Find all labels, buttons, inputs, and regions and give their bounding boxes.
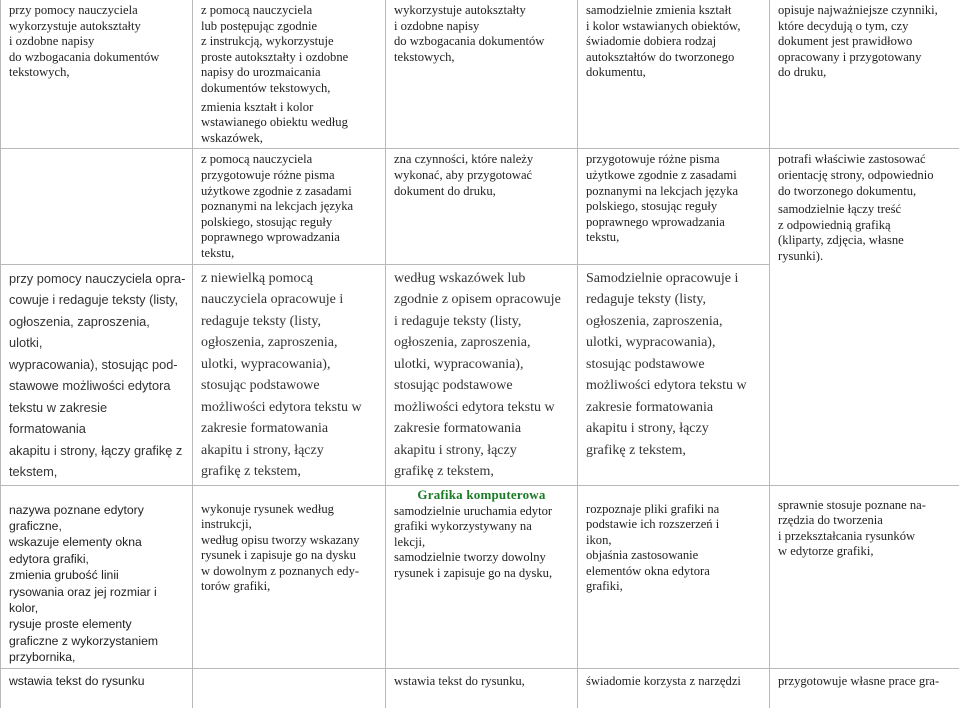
table-cell — [578, 668, 770, 708]
cell-text: przygotowuje własne prace gra- — [778, 674, 953, 690]
table-row — [1, 668, 959, 708]
table-cell — [193, 149, 386, 264]
cell-text: opisuje najważniejsze czynniki, które decydują o tym, czy dokument jest prawidłowo opracowany i przygotowany do druku, — [778, 3, 953, 81]
cell-text: wykonuje rysunek według instrukcji, według opisu tworzy wskazany rysunek i zapisuje go na dysku w dowolnym z poznanych edy- torów grafiki, — [201, 502, 379, 596]
cell-text: Samodzielnie opracowuje i redaguje teksty (listy, ogłoszenia, zaproszenia, ulotki, wypracowania), stosując podstawowe możliwości edytora tekstu w zakresie formatowania akapitu i strony, łączy grafikę z tekstem, — [586, 268, 763, 462]
cell-text: zmienia kształt i kolor wstawianego obiektu według wskazówek, — [201, 100, 379, 147]
table-cell — [386, 0, 578, 149]
table-row — [1, 149, 959, 264]
table-cell — [578, 264, 770, 485]
table-row — [1, 0, 959, 149]
table-cell — [193, 485, 386, 668]
table-cell — [770, 149, 959, 485]
cell-text: samodzielnie łączy treść z odpowiednią grafiką (kliparty, zdjęcia, własne rysunki). — [778, 202, 953, 264]
cell-text: przy pomocy nauczyciela opra- cowuje i redaguje teksty (listy, ogłoszenia, zaproszenia, ulotki, wypracowania), stosując pod- stawowe możliwości edytora tekstu w zakresie formatowania akapitu i strony, łączy grafikę z tekstem, — [9, 268, 186, 483]
table-cell — [578, 149, 770, 264]
cell-text: z pomocą nauczyciela przygotowuje różne pisma użytkowe zgodnie z zasadami poznanymi na lekcjach języka polskiego, stosując reguły poprawnego wprowadzania tekstu, — [201, 152, 379, 261]
cell-text: potrafi właściwie zastosować orientację strony, odpowiednio do tworzonego dokumentu, — [778, 152, 953, 199]
table-cell — [386, 485, 578, 668]
cell-text: świadomie korzysta z narzędzi — [586, 674, 763, 690]
table-cell — [386, 264, 578, 485]
table-cell — [193, 668, 386, 708]
table-cell — [770, 668, 959, 708]
cell-text: z niewielką pomocą nauczyciela opracowuje i redaguje teksty (listy, ogłoszenia, zaproszenia, ulotki, wypracowania), stosując podstawowe możliwości edytora tekstu w zakresie formatowania akapitu i strony, łączy grafikę z tekstem, — [201, 268, 379, 483]
table-cell — [386, 149, 578, 264]
table-row — [1, 485, 959, 668]
cell-text: z pomocą nauczyciela lub postępując zgodnie z instrukcją, wykorzystuje proste autokształty i ozdobne napisy do urozmaicania dokumentów tekstowych, — [201, 3, 379, 97]
table-cell — [1, 264, 193, 485]
cell-text: sprawnie stosuje poznane na- rzędzia do tworzenia i przekształcania rysunków w edytorze grafiki, — [778, 498, 953, 560]
cell-text: nazywa poznane edytory graficzne, wskazuje elementy okna edytora grafiki, zmienia grubość linii rysowania oraz jej rozmiar i kolor, rysuje proste elementy graficzne z wykorzystaniem przybornika, — [9, 502, 186, 666]
table-cell — [386, 668, 578, 708]
cell-text: rozpoznaje pliki grafiki na podstawie ich rozszerzeń i ikon, objaśnia zastosowanie elementów okna edytora grafiki, — [586, 502, 763, 596]
table-cell — [193, 0, 386, 149]
cell-text: samodzielnie uruchamia edytor grafiki wykorzystywany na lekcji, samodzielnie tworzy dowolny rysunek i zapisuje go na dysku, — [394, 504, 571, 582]
cell-text: wykorzystuje autokształty i ozdobne napisy do wzbogacania dokumentów tekstowych, — [394, 3, 571, 65]
table-cell — [770, 0, 959, 149]
table-cell — [770, 485, 959, 668]
cell-text: wstawia tekst do rysunku — [9, 674, 186, 690]
table-cell — [1, 149, 193, 264]
cell-text: zna czynności, które należy wykonać, aby przygotować dokument do druku, — [394, 152, 571, 199]
cell-text: przygotowuje różne pisma użytkowe zgodnie z zasadami poznanymi na lekcjach języka polskiego, stosując reguły poprawnego wprowadzania tekstu, — [586, 152, 763, 246]
cell-text: przy pomocy nauczyciela wykorzystuje autokształty i ozdobne napisy do wzbogacania dokumentów tekstowych, — [9, 3, 186, 81]
table-cell — [578, 485, 770, 668]
table-cell — [578, 0, 770, 149]
cell-text: według wskazówek lub zgodnie z opisem opracowuje i redaguje teksty (listy, ogłoszenia, zaproszenia, ulotki, wypracowania), stosując podstawowe możliwości edytora tekstu w zakresie formatowania akapitu i strony, łączy grafikę z tekstem, — [394, 268, 571, 483]
table-cell — [1, 668, 193, 708]
table-cell — [193, 264, 386, 485]
table-cell — [1, 0, 193, 149]
cell-text: wstawia tekst do rysunku, — [394, 674, 571, 690]
section-heading: Grafika komputerowa — [392, 487, 571, 502]
cell-text: samodzielnie zmienia kształt i kolor wstawianych obiektów, świadomie dobiera rodzaj autokształtów do tworzonego dokumentu, — [586, 3, 763, 81]
table-cell — [1, 485, 193, 668]
